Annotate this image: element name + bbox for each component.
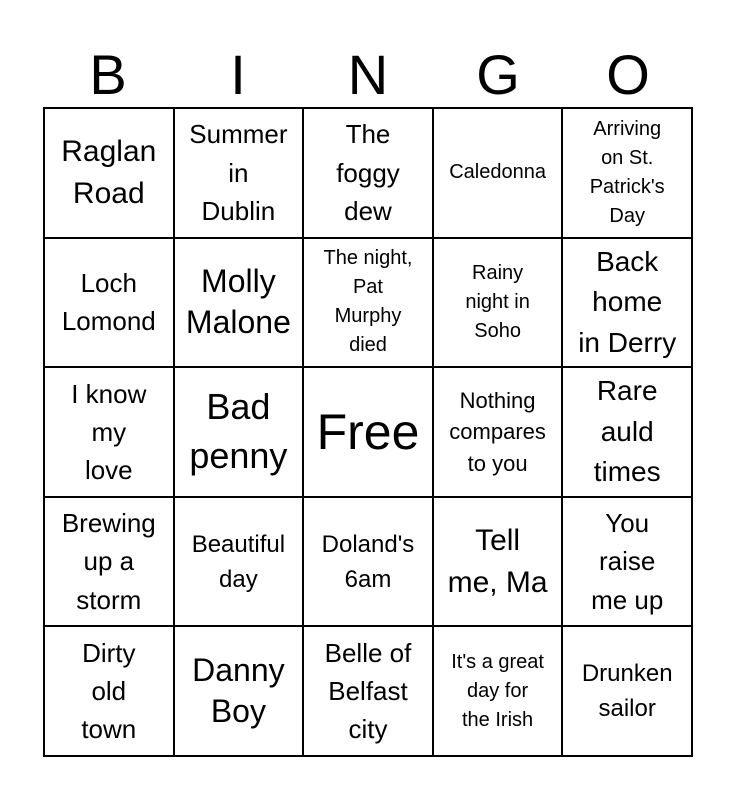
cell-text: Arriving on St. Patrick's Day <box>589 117 665 227</box>
bingo-cell[interactable] <box>174 626 304 756</box>
cell-text: Danny Boy <box>192 651 285 730</box>
header-letter-g: G <box>476 43 520 106</box>
bingo-cell[interactable] <box>303 238 433 368</box>
bingo-cell[interactable] <box>174 497 304 627</box>
bingo-cell[interactable] <box>562 497 692 627</box>
bingo-cell[interactable] <box>44 497 174 627</box>
bingo-cell[interactable] <box>562 108 692 238</box>
cell-text: Rare auld times <box>593 375 661 488</box>
header-letter-n: N <box>347 43 389 106</box>
bingo-cell[interactable] <box>174 108 304 238</box>
bingo-cell[interactable] <box>44 367 174 497</box>
bingo-cell[interactable] <box>433 497 563 627</box>
header-letter-i: I <box>230 43 246 106</box>
cell-text: Brewing up a storm <box>61 508 156 615</box>
cell-text: Nothing compares to you <box>449 388 546 476</box>
cell-text: Doland's 6am <box>321 530 415 593</box>
cell-text: Dirty old town <box>81 637 137 745</box>
bingo-cell[interactable] <box>303 497 433 627</box>
header-letter-b: B <box>89 43 127 106</box>
bingo-cell[interactable] <box>562 626 692 756</box>
cell-text: Belle of Belfast city <box>324 637 412 745</box>
bingo-card <box>43 107 693 757</box>
cell-text: Free <box>316 403 420 460</box>
cell-text: Molly Malone <box>185 262 291 341</box>
cell-text: The night, Pat Murphy died <box>323 247 413 357</box>
bingo-cell[interactable] <box>433 367 563 497</box>
bingo-cell[interactable] <box>44 108 174 238</box>
header-letter-o: O <box>606 43 650 106</box>
bingo-cell[interactable] <box>174 367 304 497</box>
cell-text: Tell me, Ma <box>447 524 548 599</box>
cell-text: It's a great day for the Irish <box>451 650 544 731</box>
cell-text: Loch Lomond <box>61 268 156 337</box>
cell-text: Caledonna <box>449 161 546 184</box>
bingo-cell[interactable] <box>303 626 433 756</box>
cell-text: Bad penny <box>189 386 288 476</box>
bingo-cell[interactable] <box>433 238 563 368</box>
cell-text: I know my love <box>71 378 147 486</box>
bingo-cell[interactable] <box>433 626 563 756</box>
cell-text: Summer in Dublin <box>189 119 288 226</box>
cell-text: Rainy night in Soho <box>465 261 530 342</box>
cell-text: Raglan Road <box>61 135 157 210</box>
bingo-cell[interactable] <box>562 238 692 368</box>
bingo-header <box>43 42 693 108</box>
bingo-cell[interactable] <box>562 367 692 497</box>
bingo-cell[interactable] <box>44 238 174 368</box>
bingo-cell[interactable] <box>44 626 174 756</box>
cell-text: Back home in Derry <box>578 245 677 358</box>
cell-text: Drunken sailor <box>581 660 673 723</box>
bingo-cell[interactable] <box>433 108 563 238</box>
bingo-cell[interactable] <box>174 238 304 368</box>
cell-text: Beautiful day <box>191 530 286 593</box>
free-space[interactable] <box>303 367 433 497</box>
bingo-cell[interactable] <box>303 108 433 238</box>
cell-text: The foggy dew <box>336 119 400 226</box>
cell-text: You raise me up <box>591 508 664 615</box>
